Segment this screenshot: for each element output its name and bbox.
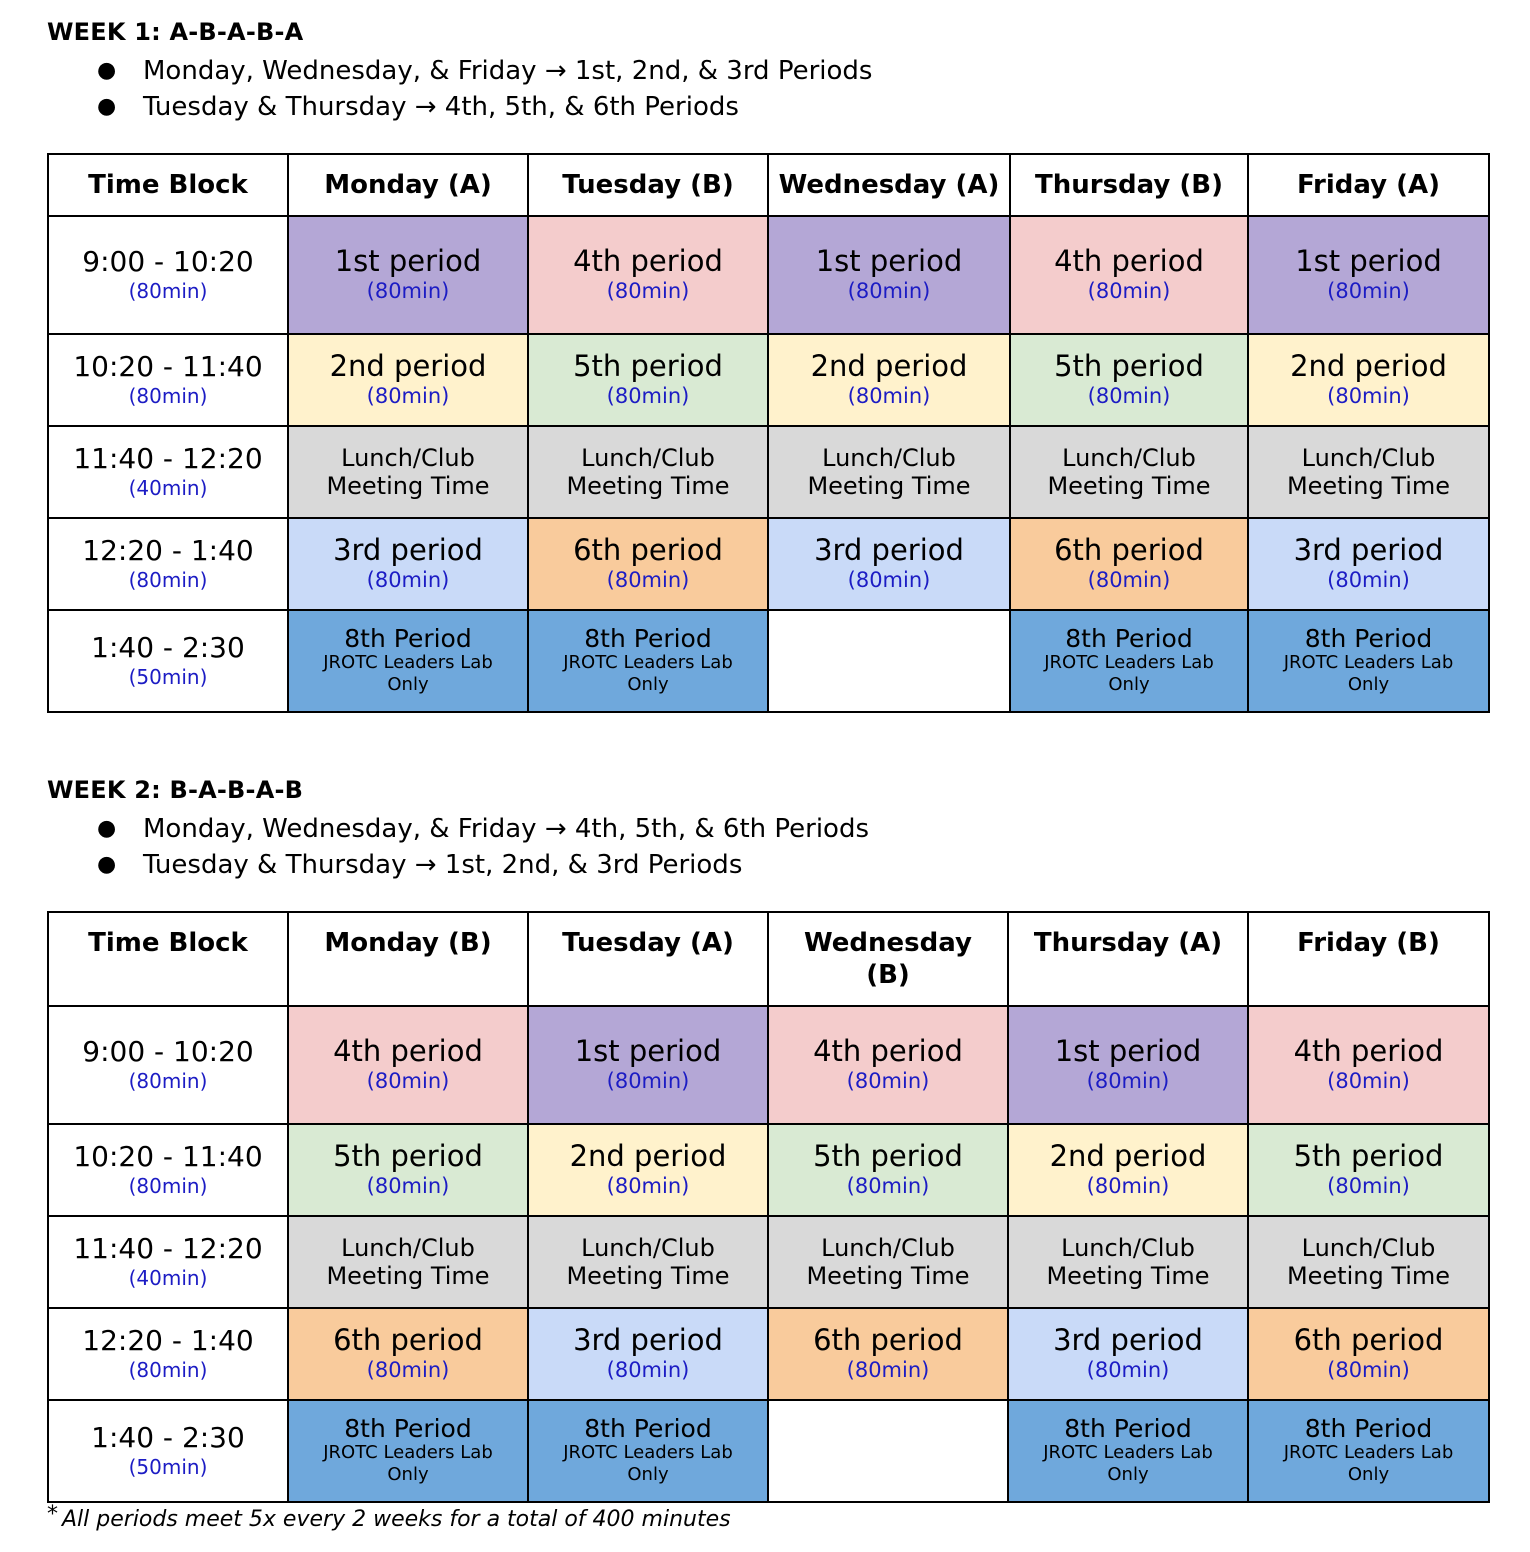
period-cell: 5th period (80min) <box>1010 334 1248 426</box>
time-block-cell: 10:20 - 11:40 (80min) <box>48 334 288 426</box>
column-header: Wednesday (B) <box>768 912 1008 1006</box>
eighth-period-cell: 8th Period JROTC Leaders Lab Only <box>288 610 528 712</box>
period-cell: 6th period (80min) <box>768 1308 1008 1400</box>
period-cell: 5th period (80min) <box>768 1124 1008 1216</box>
period-cell: 1st period (80min) <box>768 216 1010 334</box>
week-1-section <box>47 17 1488 125</box>
period-cell: 3rd period (80min) <box>768 518 1010 610</box>
eighth-period-cell: 8th Period JROTC Leaders Lab Only <box>1248 1400 1489 1502</box>
table-row <box>48 1006 1489 1124</box>
period-cell: 2nd period (80min) <box>288 334 528 426</box>
footnote <box>47 1502 731 1532</box>
bullet-item: ● Tuesday & Thursday → 4th, 5th, & 6th Periods <box>47 89 1488 125</box>
period-cell: 4th period (80min) <box>528 216 768 334</box>
eighth-period-cell: 8th Period JROTC Leaders Lab Only <box>528 1400 768 1502</box>
period-cell: 5th period (80min) <box>528 334 768 426</box>
column-header: Monday (B) <box>288 912 528 1006</box>
eighth-period-cell: 8th Period JROTC Leaders Lab Only <box>288 1400 528 1502</box>
time-block-cell: 9:00 - 10:20 (80min) <box>48 216 288 334</box>
period-cell: 2nd period (80min) <box>1248 334 1489 426</box>
week-1-bullets <box>47 53 1488 125</box>
table-header-row <box>48 154 1489 216</box>
table-row <box>48 518 1489 610</box>
lunch-cell: Lunch/Club Meeting Time <box>1248 426 1489 518</box>
lunch-cell: Lunch/Club Meeting Time <box>768 426 1010 518</box>
table-row <box>48 426 1489 518</box>
time-block-cell: 10:20 - 11:40 (80min) <box>48 1124 288 1216</box>
period-cell: 3rd period (80min) <box>1248 518 1489 610</box>
period-cell: 1st period (80min) <box>1248 216 1489 334</box>
eighth-period-cell: 8th Period JROTC Leaders Lab Only <box>1008 1400 1248 1502</box>
bullet-icon: ● <box>97 58 117 83</box>
table-header-row <box>48 912 1489 1006</box>
period-cell: 1st period (80min) <box>1008 1006 1248 1124</box>
footnote-text: All periods meet 5x every 2 weeks for a total of 400 minutes <box>62 1507 731 1532</box>
period-cell: 2nd period (80min) <box>528 1124 768 1216</box>
bullet-item: ● Monday, Wednesday, & Friday → 4th, 5th, & 6th Periods <box>47 811 1488 847</box>
time-block-cell: 11:40 - 12:20 (40min) <box>48 426 288 518</box>
table-row <box>48 1400 1489 1502</box>
lunch-cell: Lunch/Club Meeting Time <box>1010 426 1248 518</box>
period-cell: 6th period (80min) <box>1010 518 1248 610</box>
week-2-section <box>47 775 1488 883</box>
period-cell: 3rd period (80min) <box>288 518 528 610</box>
eighth-period-cell: 8th Period JROTC Leaders Lab Only <box>1010 610 1248 712</box>
lunch-cell: Lunch/Club Meeting Time <box>288 1216 528 1308</box>
period-cell: 1st period (80min) <box>288 216 528 334</box>
table-row <box>48 610 1489 712</box>
column-header: Thursday (A) <box>1008 912 1248 1006</box>
eighth-period-cell: 8th Period JROTC Leaders Lab Only <box>528 610 768 712</box>
time-block-cell: 12:20 - 1:40 (80min) <box>48 518 288 610</box>
period-cell: 4th period (80min) <box>288 1006 528 1124</box>
lunch-cell: Lunch/Club Meeting Time <box>1008 1216 1248 1308</box>
time-block-cell: 9:00 - 10:20 (80min) <box>48 1006 288 1124</box>
column-header: Time Block <box>48 154 288 216</box>
week-1-title: WEEK 1: A-B-A-B-A <box>47 18 304 46</box>
table-row <box>48 216 1489 334</box>
bullet-item: ● Tuesday & Thursday → 1st, 2nd, & 3rd Periods <box>47 847 1488 883</box>
column-header: Monday (A) <box>288 154 528 216</box>
column-header: Tuesday (A) <box>528 912 768 1006</box>
period-cell: 2nd period (80min) <box>768 334 1010 426</box>
bullet-icon: ● <box>97 852 117 877</box>
bullet-icon: ● <box>97 94 117 119</box>
lunch-cell: Lunch/Club Meeting Time <box>288 426 528 518</box>
empty-cell <box>768 1400 1008 1502</box>
lunch-cell: Lunch/Club Meeting Time <box>528 426 768 518</box>
week-2-bullets <box>47 811 1488 883</box>
column-header: Time Block <box>48 912 288 1006</box>
period-cell: 5th period (80min) <box>288 1124 528 1216</box>
time-block-cell: 1:40 - 2:30 (50min) <box>48 610 288 712</box>
period-cell: 4th period (80min) <box>1010 216 1248 334</box>
period-cell: 4th period (80min) <box>768 1006 1008 1124</box>
period-cell: 1st period (80min) <box>528 1006 768 1124</box>
empty-cell <box>768 610 1010 712</box>
table-row <box>48 1216 1489 1308</box>
period-cell: 6th period (80min) <box>528 518 768 610</box>
eighth-period-cell: 8th Period JROTC Leaders Lab Only <box>1248 610 1489 712</box>
week-2-schedule-table <box>47 911 1490 1503</box>
column-header: Tuesday (B) <box>528 154 768 216</box>
table-row <box>48 1308 1489 1400</box>
period-cell: 5th period (80min) <box>1248 1124 1489 1216</box>
period-cell: 2nd period (80min) <box>1008 1124 1248 1216</box>
bullet-icon: ● <box>97 816 117 841</box>
period-cell: 3rd period (80min) <box>1008 1308 1248 1400</box>
period-cell: 4th period (80min) <box>1248 1006 1489 1124</box>
week-2-title: WEEK 2: B-A-B-A-B <box>47 776 304 804</box>
lunch-cell: Lunch/Club Meeting Time <box>768 1216 1008 1308</box>
period-cell: 3rd period (80min) <box>528 1308 768 1400</box>
column-header: Thursday (B) <box>1010 154 1248 216</box>
lunch-cell: Lunch/Club Meeting Time <box>528 1216 768 1308</box>
week-1-schedule-table <box>47 153 1490 713</box>
time-block-cell: 11:40 - 12:20 (40min) <box>48 1216 288 1308</box>
period-cell: 6th period (80min) <box>1248 1308 1489 1400</box>
bullet-item: ● Monday, Wednesday, & Friday → 1st, 2nd, & 3rd Periods <box>47 53 1488 89</box>
footnote-asterisk: * <box>47 1502 58 1527</box>
time-block-cell: 12:20 - 1:40 (80min) <box>48 1308 288 1400</box>
period-cell: 6th period (80min) <box>288 1308 528 1400</box>
column-header: Friday (B) <box>1248 912 1489 1006</box>
column-header: Friday (A) <box>1248 154 1489 216</box>
table-row <box>48 334 1489 426</box>
table-row <box>48 1124 1489 1216</box>
column-header: Wednesday (A) <box>768 154 1010 216</box>
lunch-cell: Lunch/Club Meeting Time <box>1248 1216 1489 1308</box>
time-block-cell: 1:40 - 2:30 (50min) <box>48 1400 288 1502</box>
